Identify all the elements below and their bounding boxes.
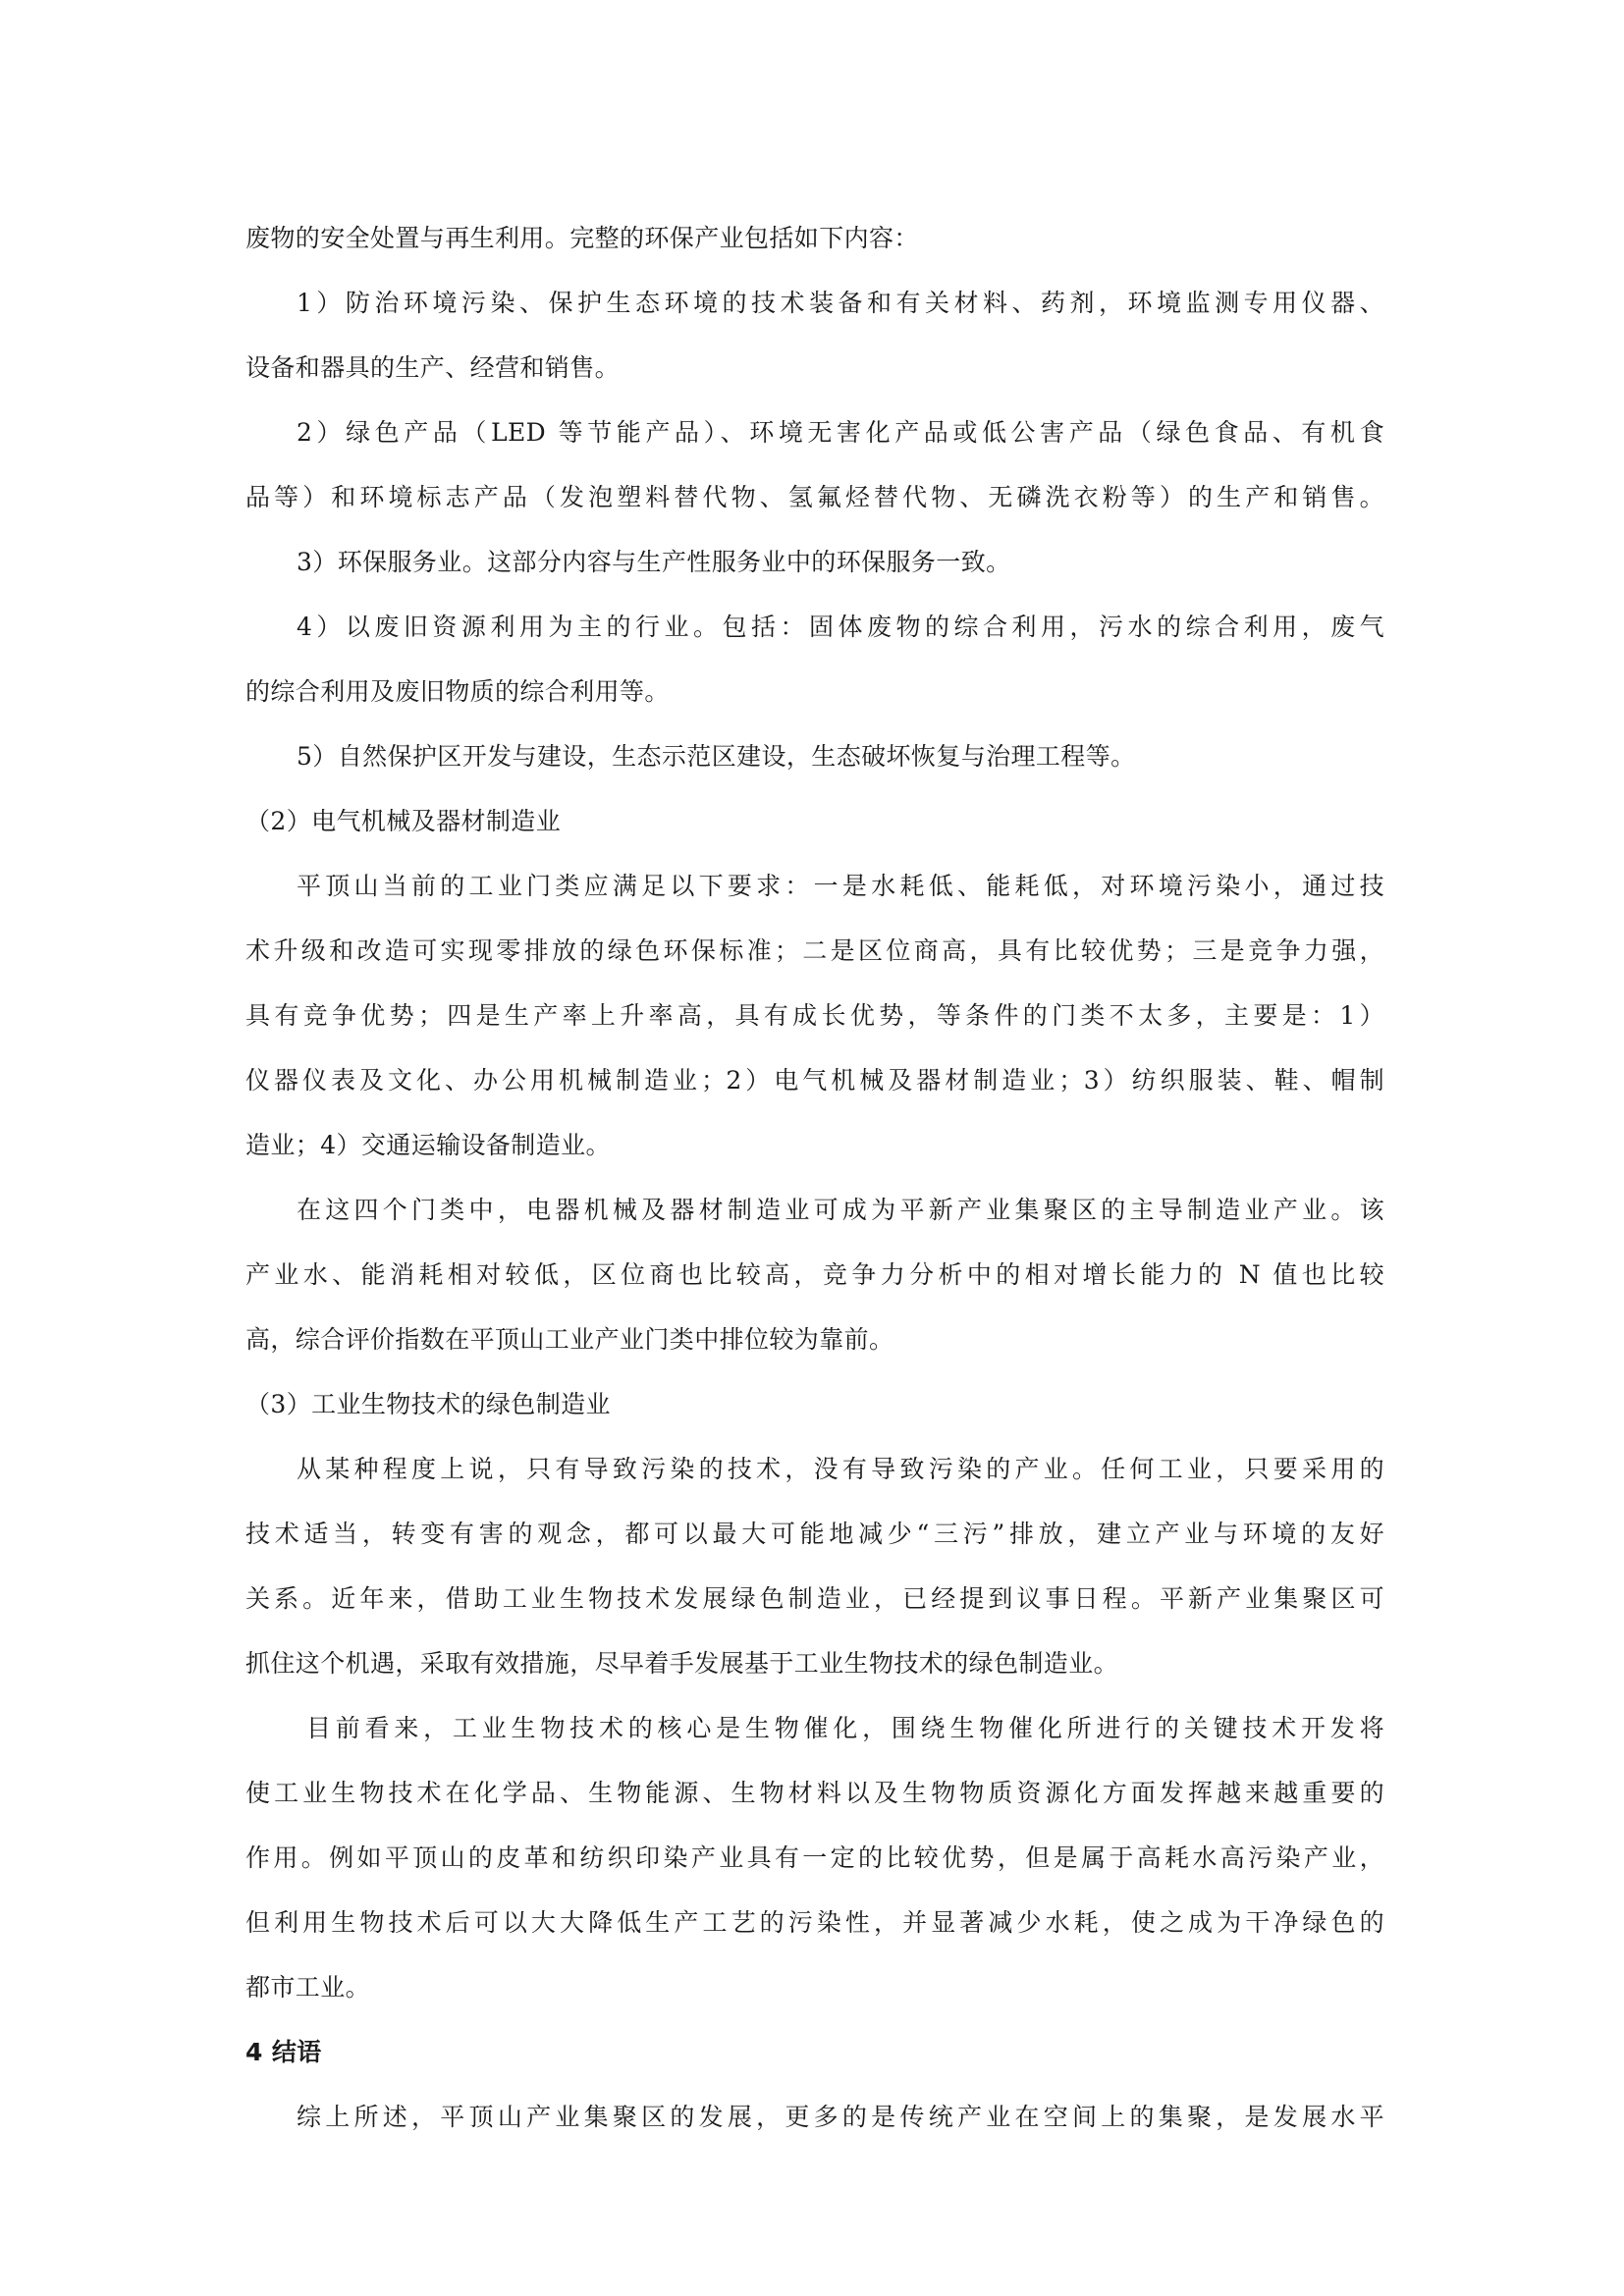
list-item-text: 3）环保服务业。这部分内容与生产性服务业中的环保服务一致。 <box>297 548 1011 576</box>
list-item-text: 品等）和环境标志产品（发泡塑料替代物、氢氟烃替代物、无磷洗衣粉等）的生产和销售。 <box>245 483 1384 511</box>
section-heading: （3）工业生物技术的绿色制造业 <box>245 1390 611 1418</box>
list-item-text: 2）绿色产品（LED 等节能产品）、环境无害化产品或低公害产品（绿色食品、有机食 <box>297 418 1384 447</box>
section-heading: （2）电气机械及器材制造业 <box>245 807 562 835</box>
list-item-text: 的综合利用及废旧物质的综合利用等。 <box>245 677 670 706</box>
paragraph-text: 造业；4）交通运输设备制造业。 <box>245 1131 611 1159</box>
paragraph-text: 术升级和改造可实现零排放的绿色环保标准；二是区位商高，具有比较优势；三是竞争力强， <box>245 936 1384 965</box>
body-text <box>245 206 1384 2150</box>
paragraph-text: 从某种程度上说，只有导致污染的技术，没有导致污染的产业。任何工业，只要采用的 <box>297 1455 1384 1483</box>
paragraph-text: 抓住这个机遇，采取有效措施，尽早着手发展基于工业生物技术的绿色制造业。 <box>245 1649 1119 1678</box>
paragraph-text: 具有竞争优势；四是生产率上升率高，具有成长优势，等条件的门类不太多，主要是：1） <box>245 1001 1384 1030</box>
paragraph-text: 在这四个门类中，电器机械及器材制造业可成为平新产业集聚区的主导制造业产业。该 <box>297 1196 1384 1224</box>
paragraph-text: 仪器仪表及文化、办公用机械制造业；2）电气机械及器材制造业；3）纺织服装、鞋、帽制 <box>245 1066 1384 1095</box>
conclusion-heading: 4 结语 <box>245 2038 322 2066</box>
paragraph-text: 作用。例如平顶山的皮革和纺织印染产业具有一定的比较优势，但是属于高耗水高污染产业， <box>245 1843 1384 1872</box>
list-item-text: 1）防治环境污染、保护生态环境的技术装备和有关材料、药剂，环境监测专用仪器、 <box>297 289 1384 317</box>
list-item-text: 设备和器具的生产、经营和销售。 <box>245 353 621 382</box>
paragraph-text: 技术适当，转变有害的观念，都可以最大可能地减少“三污”排放，建立产业与环境的友好 <box>245 1520 1384 1548</box>
list-item-text: 4）以废旧资源利用为主的行业。包括：固体废物的综合利用，污水的综合利用，废气 <box>297 613 1384 641</box>
list-item-text: 5）自然保护区开发与建设，生态示范区建设，生态破坏恢复与治理工程等。 <box>297 742 1136 771</box>
paragraph-text: 目前看来，工业生物技术的核心是生物催化，围绕生物催化所进行的关键技术开发将 <box>306 1714 1384 1742</box>
paragraph-text: 但利用生物技术后可以大大降低生产工艺的污染性，并显著减少水耗，使之成为干净绿色的 <box>245 1908 1384 1937</box>
paragraph-text: 平顶山当前的工业门类应满足以下要求：一是水耗低、能耗低，对环境污染小，通过技 <box>297 872 1384 900</box>
text-line: 废物的安全处置与再生利用。完整的环保产业包括如下内容： <box>245 224 919 252</box>
paragraph-text: 高，综合评价指数在平顶山工业产业门类中排位较为靠前。 <box>245 1325 894 1354</box>
paragraph-text: 使工业生物技术在化学品、生物能源、生物材料以及生物物质资源化方面发挥越来越重要的 <box>245 1779 1384 1807</box>
paragraph-text: 综上所述，平顶山产业集聚区的发展，更多的是传统产业在空间上的集聚，是发展水平 <box>297 2103 1384 2131</box>
paragraph-text: 关系。近年来，借助工业生物技术发展绿色制造业，已经提到议事日程。平新产业集聚区可 <box>245 1584 1384 1613</box>
paragraph-text: 产业水、能消耗相对较低，区位商也比较高，竞争力分析中的相对增长能力的 N 值也比较 <box>245 1260 1384 1289</box>
paragraph-text: 都市工业。 <box>245 1973 371 2002</box>
